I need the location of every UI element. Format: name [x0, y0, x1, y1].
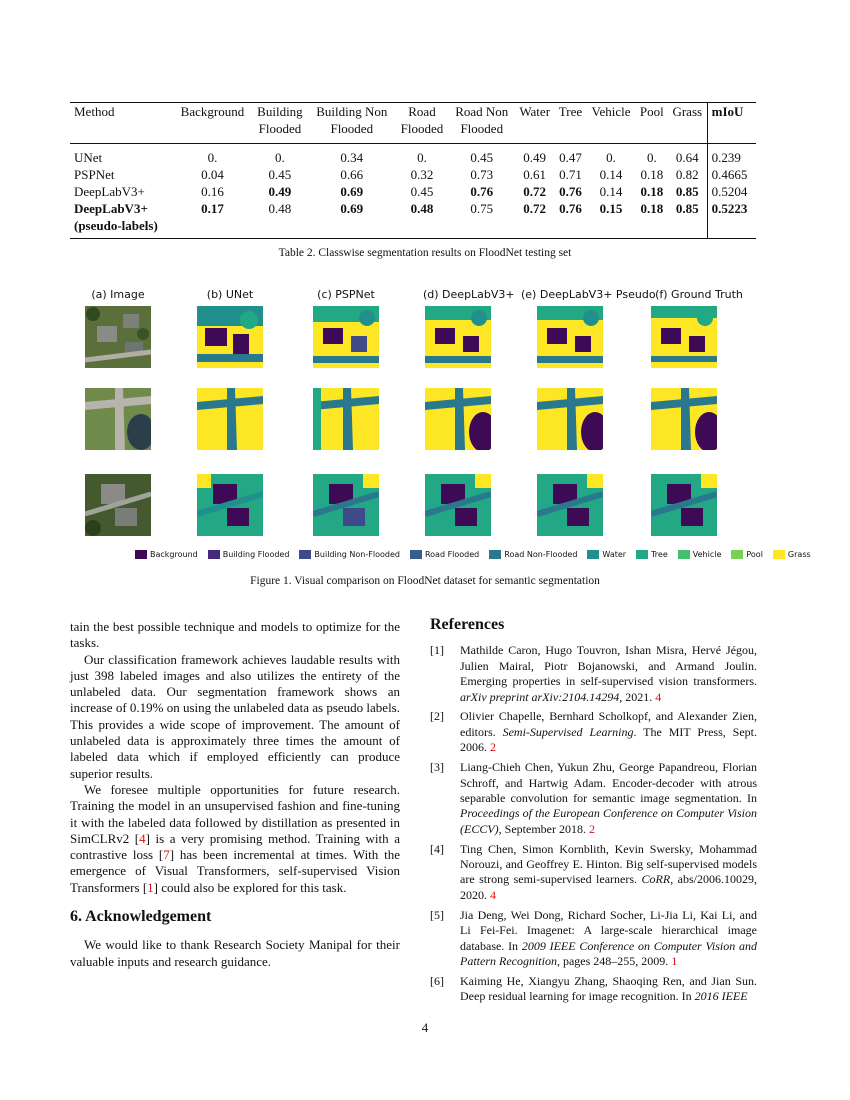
value-cell: 0.14 — [599, 184, 623, 199]
legend-swatch — [208, 550, 220, 559]
references-column — [430, 617, 757, 1009]
table-row — [70, 183, 756, 200]
value-cell: 0.69 — [340, 201, 364, 216]
value-cell: 0.69 — [340, 184, 364, 199]
ground-truth-3 — [651, 474, 717, 536]
figure-legend — [125, 550, 811, 559]
legend-label: Pool — [746, 550, 763, 559]
reference-text: Jia Deng, Wei Dong, Richard Socher, Li-Jia Li, Kai Li, and Li Fei-Fei. Imagenet: A large-scale hierarchical image database. In 2009 IEEE Conference on Computer Vision and Pattern Recognition, pages 248–255, 2009. 1 — [460, 907, 757, 969]
value-cell: 0.17 — [201, 201, 224, 216]
col-header-vehicle: Vehicle — [591, 104, 631, 119]
value-cell: 0.14 — [599, 167, 623, 182]
value-cell: 0.49 — [268, 184, 292, 199]
reference-number: [2] — [430, 709, 444, 724]
value-cell: 0.18 — [640, 201, 664, 216]
value-cell: 0.16 — [201, 184, 224, 199]
results-table — [70, 102, 756, 239]
value-cell: 0.45 — [268, 167, 292, 182]
legend-label: Road Non-Flooded — [504, 550, 578, 559]
reference-item — [430, 709, 757, 755]
ground-truth-2 — [651, 388, 717, 450]
col-header-building-non-flooded: Building Non Flooded — [316, 104, 388, 136]
value-cell: 0.64 — [675, 150, 699, 165]
deeplab-pseudo-pred-3 — [537, 474, 603, 536]
table-caption: Table 2. Classwise segmentation results on FloodNet testing set — [278, 247, 572, 259]
reference-number: [1] — [430, 643, 444, 658]
method-cell: PSPNet — [74, 167, 115, 182]
legend-swatch — [636, 550, 648, 559]
deeplab-pred-3 — [425, 474, 491, 536]
left-column — [70, 619, 400, 970]
value-cell: 0.76 — [470, 184, 494, 199]
reference-item — [430, 842, 757, 904]
legend-label: Grass — [787, 550, 811, 559]
legend-swatch — [489, 550, 501, 559]
figure-title-unet: (b) UNet — [206, 288, 254, 301]
value-cell: 0. — [275, 150, 285, 165]
col-header-water: Water — [519, 104, 551, 119]
deeplab-pred-1 — [425, 306, 491, 368]
figure-title-deeplab: (d) DeepLabV3+ — [423, 288, 515, 301]
reference-number: [4] — [430, 841, 444, 856]
value-cell: 0.73 — [470, 167, 494, 182]
paragraph-2: Our classification framework achieves laudable results with just 398 labeled images and also utilizes the entirety of the unlabeled data. Our segmentation framework shows an increase of 0.19% on using the unlabeled data as pseudo labels. This provides a wide scope of improvement. The amount of unlabeled data is approximately three times the amount of labeled data which if employed efficiently can produce superior results. — [70, 651, 400, 781]
backref-link[interactable]: 2 — [490, 740, 496, 755]
value-cell: 0.32 — [410, 167, 434, 182]
deeplab-pseudo-pred-1 — [537, 306, 603, 368]
page-number: 4 — [421, 1020, 429, 1035]
col-header-method: Method — [74, 104, 115, 119]
value-cell: 0.85 — [675, 201, 699, 216]
value-cell: 0.45 — [470, 150, 494, 165]
value-cell: 0.75 — [470, 201, 494, 216]
citation-link[interactable]: 4 — [139, 830, 146, 846]
legend-swatch — [773, 550, 785, 559]
value-cell: 0.45 — [410, 184, 434, 199]
legend-swatch — [410, 550, 422, 559]
legend-label: Road Flooded — [424, 550, 480, 559]
table-row — [70, 200, 756, 239]
legend-label: Building Flooded — [222, 550, 290, 559]
value-cell: 0.18 — [640, 184, 664, 199]
ground-truth-1 — [651, 306, 717, 368]
reference-item — [430, 908, 757, 970]
value-cell: 0.49 — [523, 150, 547, 165]
pspnet-pred-1 — [313, 306, 379, 368]
value-cell: 0.61 — [523, 167, 547, 182]
col-header-building-flooded: Building Flooded — [257, 104, 303, 136]
value-cell: 0.47 — [559, 150, 582, 165]
col-header-miou: mIoU — [707, 103, 756, 144]
figure-title-deeplab-pseudo: (e) DeepLabV3+ Pseudo — [521, 288, 656, 301]
col-header-pool: Pool — [639, 104, 664, 119]
value-cell: 0.71 — [559, 167, 582, 182]
legend-label: Water — [602, 550, 627, 559]
value-cell: 0.66 — [340, 167, 364, 182]
value-cell: 0. — [646, 150, 657, 165]
reference-number: [6] — [430, 973, 444, 988]
method-cell: DeepLabV3+ — [74, 184, 145, 199]
value-cell: 0.34 — [340, 150, 364, 165]
backref-link[interactable]: 4 — [490, 887, 496, 902]
aerial-image-1 — [85, 306, 151, 368]
legend-label: Tree — [651, 550, 668, 559]
figure-title-ground-truth: (f) Ground Truth — [655, 288, 743, 301]
pspnet-pred-3 — [313, 474, 379, 536]
value-cell: 0.85 — [675, 184, 699, 199]
backref-link[interactable]: 4 — [655, 689, 662, 704]
segmentation-figure — [85, 288, 811, 568]
references-heading: References — [430, 616, 505, 633]
reference-text: Kaiming He, Xiangyu Zhang, Shaoqing Ren, and Jian Sun. Deep residual learning for image recognition. In 2016 IEEE — [460, 973, 757, 1004]
figure-title-image: (a) Image — [91, 288, 145, 301]
unet-pred-2 — [197, 388, 263, 450]
col-header-road-non-flooded: Road Non Flooded — [455, 104, 509, 136]
paragraph-1: tain the best possible technique and models to optimize for the tasks. — [70, 619, 400, 651]
value-cell: 0.5204 — [707, 183, 756, 200]
figure-title-pspnet: (c) PSPNet — [317, 288, 375, 301]
method-cell: DeepLabV3+ (pseudo-labels) — [74, 201, 158, 233]
reference-text: Olivier Chapelle, Bernhard Scholkopf, and Alexander Zien, editors. Semi-Supervised Learning. The MIT Press, Sept. 2006. 2 — [460, 709, 757, 755]
reference-item — [430, 974, 757, 1005]
pspnet-pred-2 — [313, 388, 379, 450]
value-cell: 0.04 — [201, 167, 224, 182]
aerial-image-2 — [85, 388, 151, 450]
reference-text: Liang-Chieh Chen, Yukun Zhu, George Papandreou, Florian Schroff, and Hartwig Adam. Encoder-decoder with atrous separable convolution for semantic image segmentation. In Proceedings of the European Conference on Computer Vision (ECCV), September 2018. 2 — [460, 760, 757, 836]
col-header-road-flooded: Road Flooded — [400, 104, 444, 136]
value-cell: 0.72 — [523, 201, 547, 216]
value-cell: 0.5223 — [707, 200, 756, 239]
value-cell: 0.4665 — [707, 166, 756, 183]
deeplab-pred-2 — [425, 388, 491, 450]
value-cell: 0. — [606, 150, 616, 165]
reference-number: [3] — [430, 760, 444, 775]
col-header-grass: Grass — [672, 104, 703, 119]
reference-list — [430, 643, 757, 1004]
value-cell: 0. — [207, 150, 218, 165]
acknowledgement-text: We would like to thank Research Society Manipal for their valuable inputs and research guidance. — [70, 937, 400, 969]
aerial-image-3 — [85, 474, 151, 536]
value-cell: 0.76 — [559, 184, 582, 199]
reference-text: Ting Chen, Simon Kornblith, Kevin Swersky, Mohammad Norouzi, and Geoffrey E. Hinton. Big self-supervised models are strong semi-supervised learners. CoRR, abs/2006.10029, 2020. 4 — [460, 841, 757, 902]
reference-text: Mathilde Caron, Hugo Touvron, Ishan Misra, Hervé Jégou, Julien Mairal, Piotr Bojanowski, and Armand Joulin. Emerging properties in self-supervised vision transformers. arXiv preprint arXiv:2104.14294, 2021. 4 — [460, 643, 757, 704]
legend-label: Building Non-Flooded — [314, 550, 400, 559]
value-cell: 0.48 — [410, 201, 434, 216]
value-cell: 0.18 — [640, 167, 664, 182]
backref-link[interactable]: 1 — [671, 954, 678, 969]
value-cell: 0.72 — [523, 184, 547, 199]
citation-link[interactable]: 7 — [163, 847, 170, 863]
reference-number: [5] — [430, 907, 444, 922]
legend-swatch — [678, 550, 690, 559]
table-row — [70, 144, 756, 167]
value-cell: 0.76 — [559, 201, 582, 216]
method-cell: UNet — [74, 150, 103, 165]
unet-pred-1 — [197, 306, 263, 368]
legend-swatch — [299, 550, 311, 559]
deeplab-pseudo-pred-2 — [537, 388, 603, 450]
value-cell: 0.82 — [675, 167, 699, 182]
value-cell: 0.48 — [268, 201, 292, 216]
backref-link[interactable]: 2 — [589, 821, 595, 836]
reference-item — [430, 643, 757, 705]
legend-label: Vehicle — [692, 550, 722, 559]
legend-label: Background — [150, 550, 198, 559]
unet-pred-3 — [197, 474, 263, 536]
citation-link[interactable]: 1 — [147, 879, 154, 895]
col-header-tree: Tree — [558, 104, 583, 119]
acknowledgement-heading: 6. Acknowledgement — [70, 908, 212, 926]
legend-swatch — [135, 550, 147, 559]
legend-swatch — [587, 550, 599, 559]
reference-item — [430, 760, 757, 837]
value-cell: 0. — [417, 150, 427, 165]
value-cell: 0.239 — [707, 144, 756, 167]
paragraph-3: We foresee multiple opportunities for future research. Training the model in an unsupervised fashion and fine-tuning it with the labeled data followed by distillation as presented in SimCLRv2 [4] is a very promising method. Training with a contrastive loss [7] has been incremental at times. With the emergence of Visual Transformers, self-supervised Vision Transformers [1] could also be explored for this task. — [70, 781, 400, 895]
col-header-background: Background — [180, 104, 245, 119]
table-row — [70, 166, 756, 183]
legend-swatch — [731, 550, 743, 559]
figure-caption: Figure 1. Visual comparison on FloodNet dataset for semantic segmentation — [250, 575, 600, 587]
value-cell: 0.15 — [599, 201, 623, 216]
